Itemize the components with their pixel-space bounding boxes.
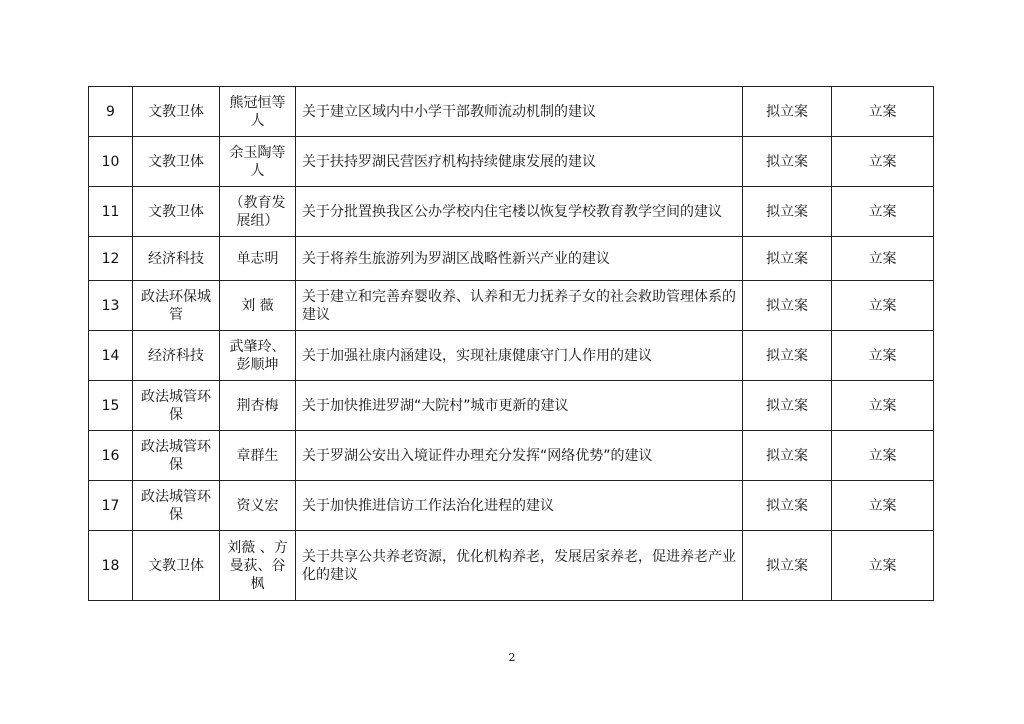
cell-proposer: （教育发展组） [220, 187, 296, 237]
table-row [89, 531, 934, 601]
cell-title: 关于罗湖公安出入境证件办理充分发挥“网络优势”的建议 [296, 431, 743, 481]
proposal-table [88, 86, 934, 601]
cell-number: 18 [89, 531, 133, 601]
cell-category: 文教卫体 [133, 137, 220, 187]
cell-category: 文教卫体 [133, 87, 220, 137]
cell-number: 11 [89, 187, 133, 237]
cell-status: 拟立案 [743, 137, 832, 187]
cell-status: 拟立案 [743, 331, 832, 381]
cell-number: 16 [89, 431, 133, 481]
cell-title: 关于加强社康内涵建设，实现社康健康守门人作用的建议 [296, 331, 743, 381]
cell-category: 文教卫体 [133, 531, 220, 601]
proposal-table-body [89, 87, 934, 601]
cell-title: 关于共享公共养老资源，优化机构养老，发展居家养老，促进养老产业化的建议 [296, 531, 743, 601]
cell-category: 文教卫体 [133, 187, 220, 237]
table-row [89, 381, 934, 431]
cell-category: 经济科技 [133, 331, 220, 381]
cell-status: 拟立案 [743, 381, 832, 431]
cell-decision: 立案 [832, 281, 934, 331]
cell-status: 拟立案 [743, 87, 832, 137]
cell-category: 政法环保城管 [133, 281, 220, 331]
cell-status: 拟立案 [743, 281, 832, 331]
cell-status: 拟立案 [743, 531, 832, 601]
table-row [89, 281, 934, 331]
cell-proposer: 资义宏 [220, 481, 296, 531]
cell-number: 14 [89, 331, 133, 381]
cell-proposer: 刘 薇 [220, 281, 296, 331]
cell-decision: 立案 [832, 237, 934, 281]
cell-title: 关于加快推进罗湖“大院村”城市更新的建议 [296, 381, 743, 431]
cell-title: 关于将养生旅游列为罗湖区战略性新兴产业的建议 [296, 237, 743, 281]
cell-category: 政法城管环保 [133, 381, 220, 431]
cell-decision: 立案 [832, 331, 934, 381]
cell-decision: 立案 [832, 431, 934, 481]
table-row [89, 237, 934, 281]
cell-title: 关于建立区域内中小学干部教师流动机制的建议 [296, 87, 743, 137]
table-row [89, 87, 934, 137]
cell-number: 10 [89, 137, 133, 187]
cell-decision: 立案 [832, 137, 934, 187]
cell-number: 17 [89, 481, 133, 531]
cell-number: 13 [89, 281, 133, 331]
table-row [89, 481, 934, 531]
cell-title: 关于扶持罗湖民营医疗机构持续健康发展的建议 [296, 137, 743, 187]
cell-proposer: 章群生 [220, 431, 296, 481]
cell-status: 拟立案 [743, 431, 832, 481]
cell-decision: 立案 [832, 87, 934, 137]
cell-title: 关于加快推进信访工作法治化进程的建议 [296, 481, 743, 531]
cell-number: 9 [89, 87, 133, 137]
cell-proposer: 熊冠恒等人 [220, 87, 296, 137]
table-row [89, 187, 934, 237]
cell-title: 关于建立和完善弃婴收养、认养和无力抚养子女的社会救助管理体系的建议 [296, 281, 743, 331]
cell-status: 拟立案 [743, 237, 832, 281]
cell-proposer: 荆杏梅 [220, 381, 296, 431]
cell-category: 经济科技 [133, 237, 220, 281]
cell-number: 15 [89, 381, 133, 431]
cell-decision: 立案 [832, 481, 934, 531]
cell-title: 关于分批置换我区公办学校内住宅楼以恢复学校教育教学空间的建议 [296, 187, 743, 237]
cell-proposer: 余玉陶等人 [220, 137, 296, 187]
cell-decision: 立案 [832, 531, 934, 601]
cell-proposer: 单志明 [220, 237, 296, 281]
cell-status: 拟立案 [743, 481, 832, 531]
cell-proposer: 刘薇 、方曼荻、谷枫 [220, 531, 296, 601]
cell-category: 政法城管环保 [133, 431, 220, 481]
table-row [89, 137, 934, 187]
cell-proposer: 武肇玲、彭顺坤 [220, 331, 296, 381]
cell-status: 拟立案 [743, 187, 832, 237]
cell-decision: 立案 [832, 187, 934, 237]
cell-category: 政法城管环保 [133, 481, 220, 531]
table-row [89, 431, 934, 481]
cell-number: 12 [89, 237, 133, 281]
page-number: 2 [508, 651, 516, 664]
table-row [89, 331, 934, 381]
cell-decision: 立案 [832, 381, 934, 431]
